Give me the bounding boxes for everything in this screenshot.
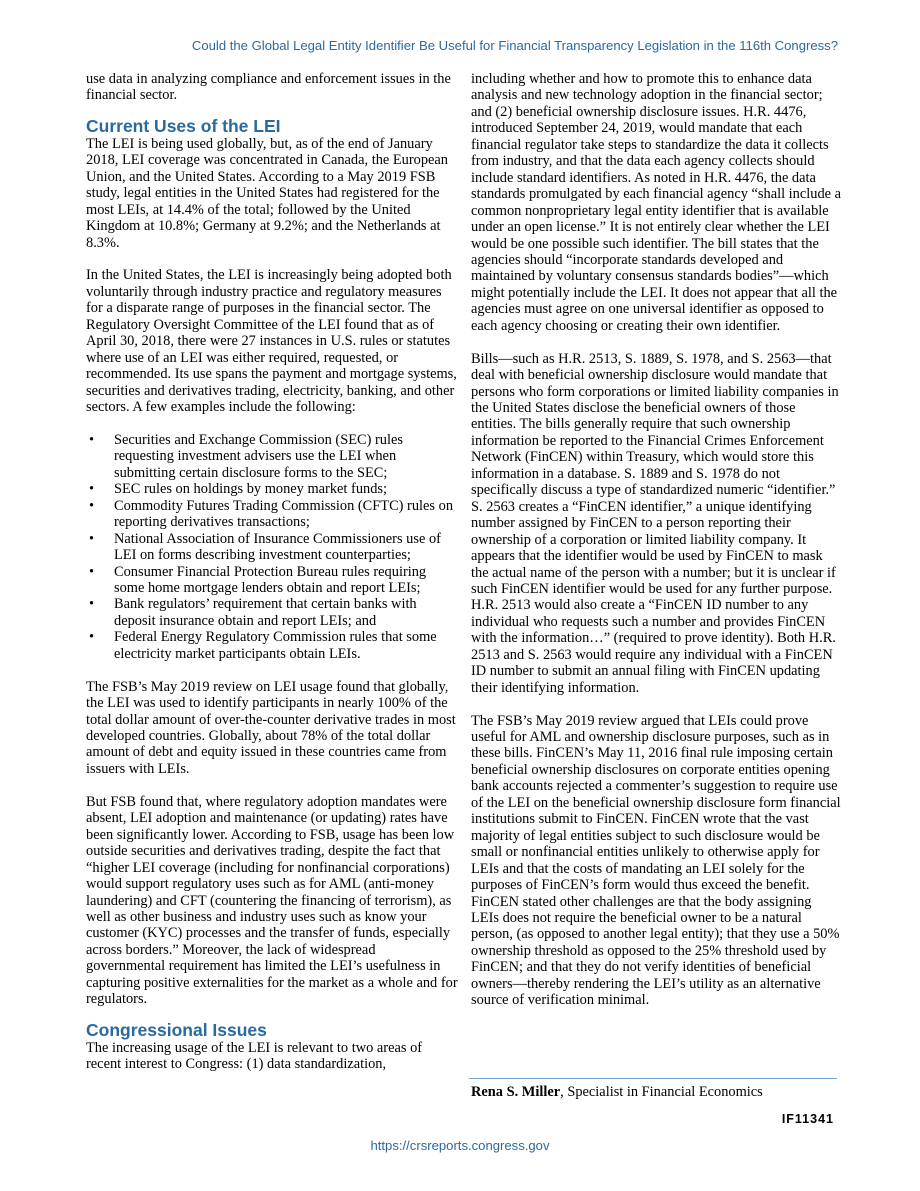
- bullet-marker: •: [89, 563, 95, 580]
- report-id: IF11341: [781, 1112, 834, 1126]
- bullet-marker: •: [89, 431, 95, 448]
- list-item: [86, 596, 458, 629]
- bullet-marker: •: [89, 530, 95, 547]
- right-column: [471, 71, 843, 1009]
- congressional-issues-paragraph-1: The increasing usage of the LEI is relevant to two areas of recent interest to Congress: (1) data standardization,: [86, 1039, 423, 1073]
- examples-bullet-list: [86, 432, 458, 662]
- author-divider: [469, 1078, 837, 1079]
- list-item-text: Bank regulators’ requirement that certain banks with deposit insurance obtain and report LEIs; and: [114, 596, 417, 629]
- right-paragraph-3: The FSB’s May 2019 review argued that LEIs could prove useful for AML and ownership disclosure purposes, such as in these bills. FinCEN’s May 11, 2016 final rule imposing certain beneficial ownership disclosures on corporate entities opening bank accounts rejected a commenter’s suggestion to require use of the LEI on the beneficial ownership disclosure form financial institutions submit to FinCEN. FinCEN wrote that the vast majority of legal entities subject to such disclosure would be small or nonfinancial entities unlikely to otherwise apply for LEIs and that the costs of mandating an LEI solely for the purposes of FinCEN’s form would thus exceed the benefit. FinCEN stated other challenges are that the body assigning LEIs does not require the beneficial owner to be a natural person, (as opposed to another legal entity); that they use a 50% ownership threshold as opposed to the 25% threshold used by FinCEN; and that they do not verify identities of beneficial owners—thereby rendering the LEI’s utility as an alternative source of verification minimal.: [471, 712, 841, 1009]
- current-uses-paragraph-2: In the United States, the LEI is increasingly being adopted both voluntarily through industry practice and regulatory measures for a disparate range of purposes in the financial sector. The Regulatory Oversight Committee of the LEI found that as of April 30, 2018, there were 27 instances in U.S. rules or statutes where use of an LEI was either required, requested, or recommended. Its use spans the payment and mortgage systems, securities and derivatives trading, electricity, banking, and other sectors. A few examples include the following:: [86, 267, 457, 416]
- list-item-text: Consumer Financial Protection Bureau rules requiring some home mortgage lenders obtain and report LEIs;: [114, 563, 427, 597]
- list-item-text: National Association of Insurance Commissioners use of LEI on forms describing investment counterparties;: [114, 530, 441, 564]
- bullet-marker: •: [89, 481, 95, 498]
- footer-url-link[interactable]: https://crsreports.congress.gov: [370, 1138, 550, 1153]
- current-uses-paragraph-3: The FSB’s May 2019 review on LEI usage found that globally, the LEI was used to identify participants in nearly 100% of the total dollar amount of over-the-counter derivative trades in most developed countries. Globally, about 78% of the total dollar amount of debt and equity issued in these countries came from issuers with LEIs.: [86, 678, 456, 777]
- left-column: [86, 71, 458, 1073]
- current-uses-heading: Current Uses of the LEI: [86, 115, 281, 136]
- current-uses-paragraph-4: But FSB found that, where regulatory adoption mandates were absent, LEI adoption and maintenance (or updating) rates have been significantly lower. According to FSB, usage has been low outside securities and derivatives trading, despite the fact that “higher LEI coverage (including for nonfinancial corporations) would support regulatory uses such as for AML (anti-money laundering) and CFT (countering the financing of terrorism), as well as other business and industry uses such as know your customer (KYC) processes and the transfer of funds, especially across borders.” Moreover, the lack of widespread governmental requirement has limited the LEI’s usefulness in capturing positive externalities for the market as a whole and for regulators.: [86, 793, 458, 1008]
- list-item: [86, 481, 458, 497]
- list-item: [86, 432, 458, 481]
- running-header: Could the Global Legal Entity Identifier Be Useful for Financial Transparency Legislation in the 116th Congress?: [191, 38, 838, 53]
- bullet-marker: •: [89, 629, 95, 646]
- author-name: Rena S. Miller: [471, 1084, 561, 1100]
- current-uses-paragraph-1: The LEI is being used globally, but, as of the end of January 2018, LEI coverage was concentrated in Canada, the European Union, and the United States. According to a May 2019 FSB study, legal entities in the United States had registered for the most LEIs, at 14.4% of the total; followed by the United Kingdom at 10.8%; Germany at 9.2%; and the Netherlands at 8.3%.: [86, 135, 449, 251]
- list-item: [86, 498, 458, 531]
- list-item-text: Commodity Futures Trading Commission (CFTC) rules on reporting derivatives transactions;: [114, 497, 454, 531]
- right-paragraph-1: including whether and how to promote this to enhance data analysis and new technology adoption in the financial sector; and (2) beneficial ownership disclosure issues. H.R. 4476, introduced September 24, 2019, would mandate that each financial regulator take steps to standardize the data it collects from industry, and that the data each agency collects should include standard identifiers. As noted in H.R. 4476, the data standards promulgated by each financial agency “shall include a common nonproprietary legal entity identifier that is available under an open license.” It is not entirely clear whether the LEI would be one possible such identifier. The bill states that the agencies should “incorporate standards developed and maintained by voluntary consensus standards bodies”—which might potentially include the LEI. It does not appear that all the agencies must agree on one universal identifier as opposed to each agency choosing or creating their own identifier.: [471, 71, 842, 334]
- list-item-text: Securities and Exchange Commission (SEC) rules requesting investment advisers use the LEI when submitting certain disclosure forms to the SEC;: [114, 431, 403, 481]
- list-item-text: Federal Energy Regulatory Commission rules that some electricity market participants obtain LEIs.: [114, 629, 437, 662]
- list-item: [86, 629, 458, 662]
- intro-continued-paragraph: use data in analyzing compliance and enforcement issues in the financial sector.: [86, 71, 451, 104]
- list-item-text: SEC rules on holdings by money market funds;: [114, 481, 388, 498]
- bullet-marker: •: [89, 497, 95, 514]
- congressional-issues-heading: Congressional Issues: [86, 1019, 267, 1040]
- list-item: [86, 564, 458, 597]
- author-signature: [471, 1084, 763, 1100]
- list-item: [86, 531, 458, 564]
- right-paragraph-2: Bills—such as H.R. 2513, S. 1889, S. 1978, and S. 2563—that deal with beneficial ownership disclosure would mandate that persons who form corporations or limited liability companies in the United States disclose the beneficial owners of those entities. The bills generally require that such ownership information be reported to the Financial Crimes Enforcement Network (FinCEN) within Treasury, which would store this information in a database. S. 1889 and S. 1978 do not specifically discuss a type of standardized numeric “identifier.” S. 2563 creates a “FinCEN identifier,” a unique identifying number assigned by FinCEN to a person reporting their ownership of a corporation or limited liability company. It appears that the identifier would be used by FinCEN to mask the actual name of the person with a number; but it is unclear if such FinCEN identifier would be used for any further purpose. H.R. 2513 would also create a “FinCEN ID number to any individual who requests such a number and provides FinCEN with the information…” (required to prove identity). Both H.R. 2513 and S. 2563 would require any individual with a FinCEN ID number to submit an annual filing with FinCEN updating their identifying information.: [471, 350, 839, 696]
- bullet-marker: •: [89, 596, 95, 613]
- author-title: , Specialist in Financial Economics: [560, 1084, 763, 1100]
